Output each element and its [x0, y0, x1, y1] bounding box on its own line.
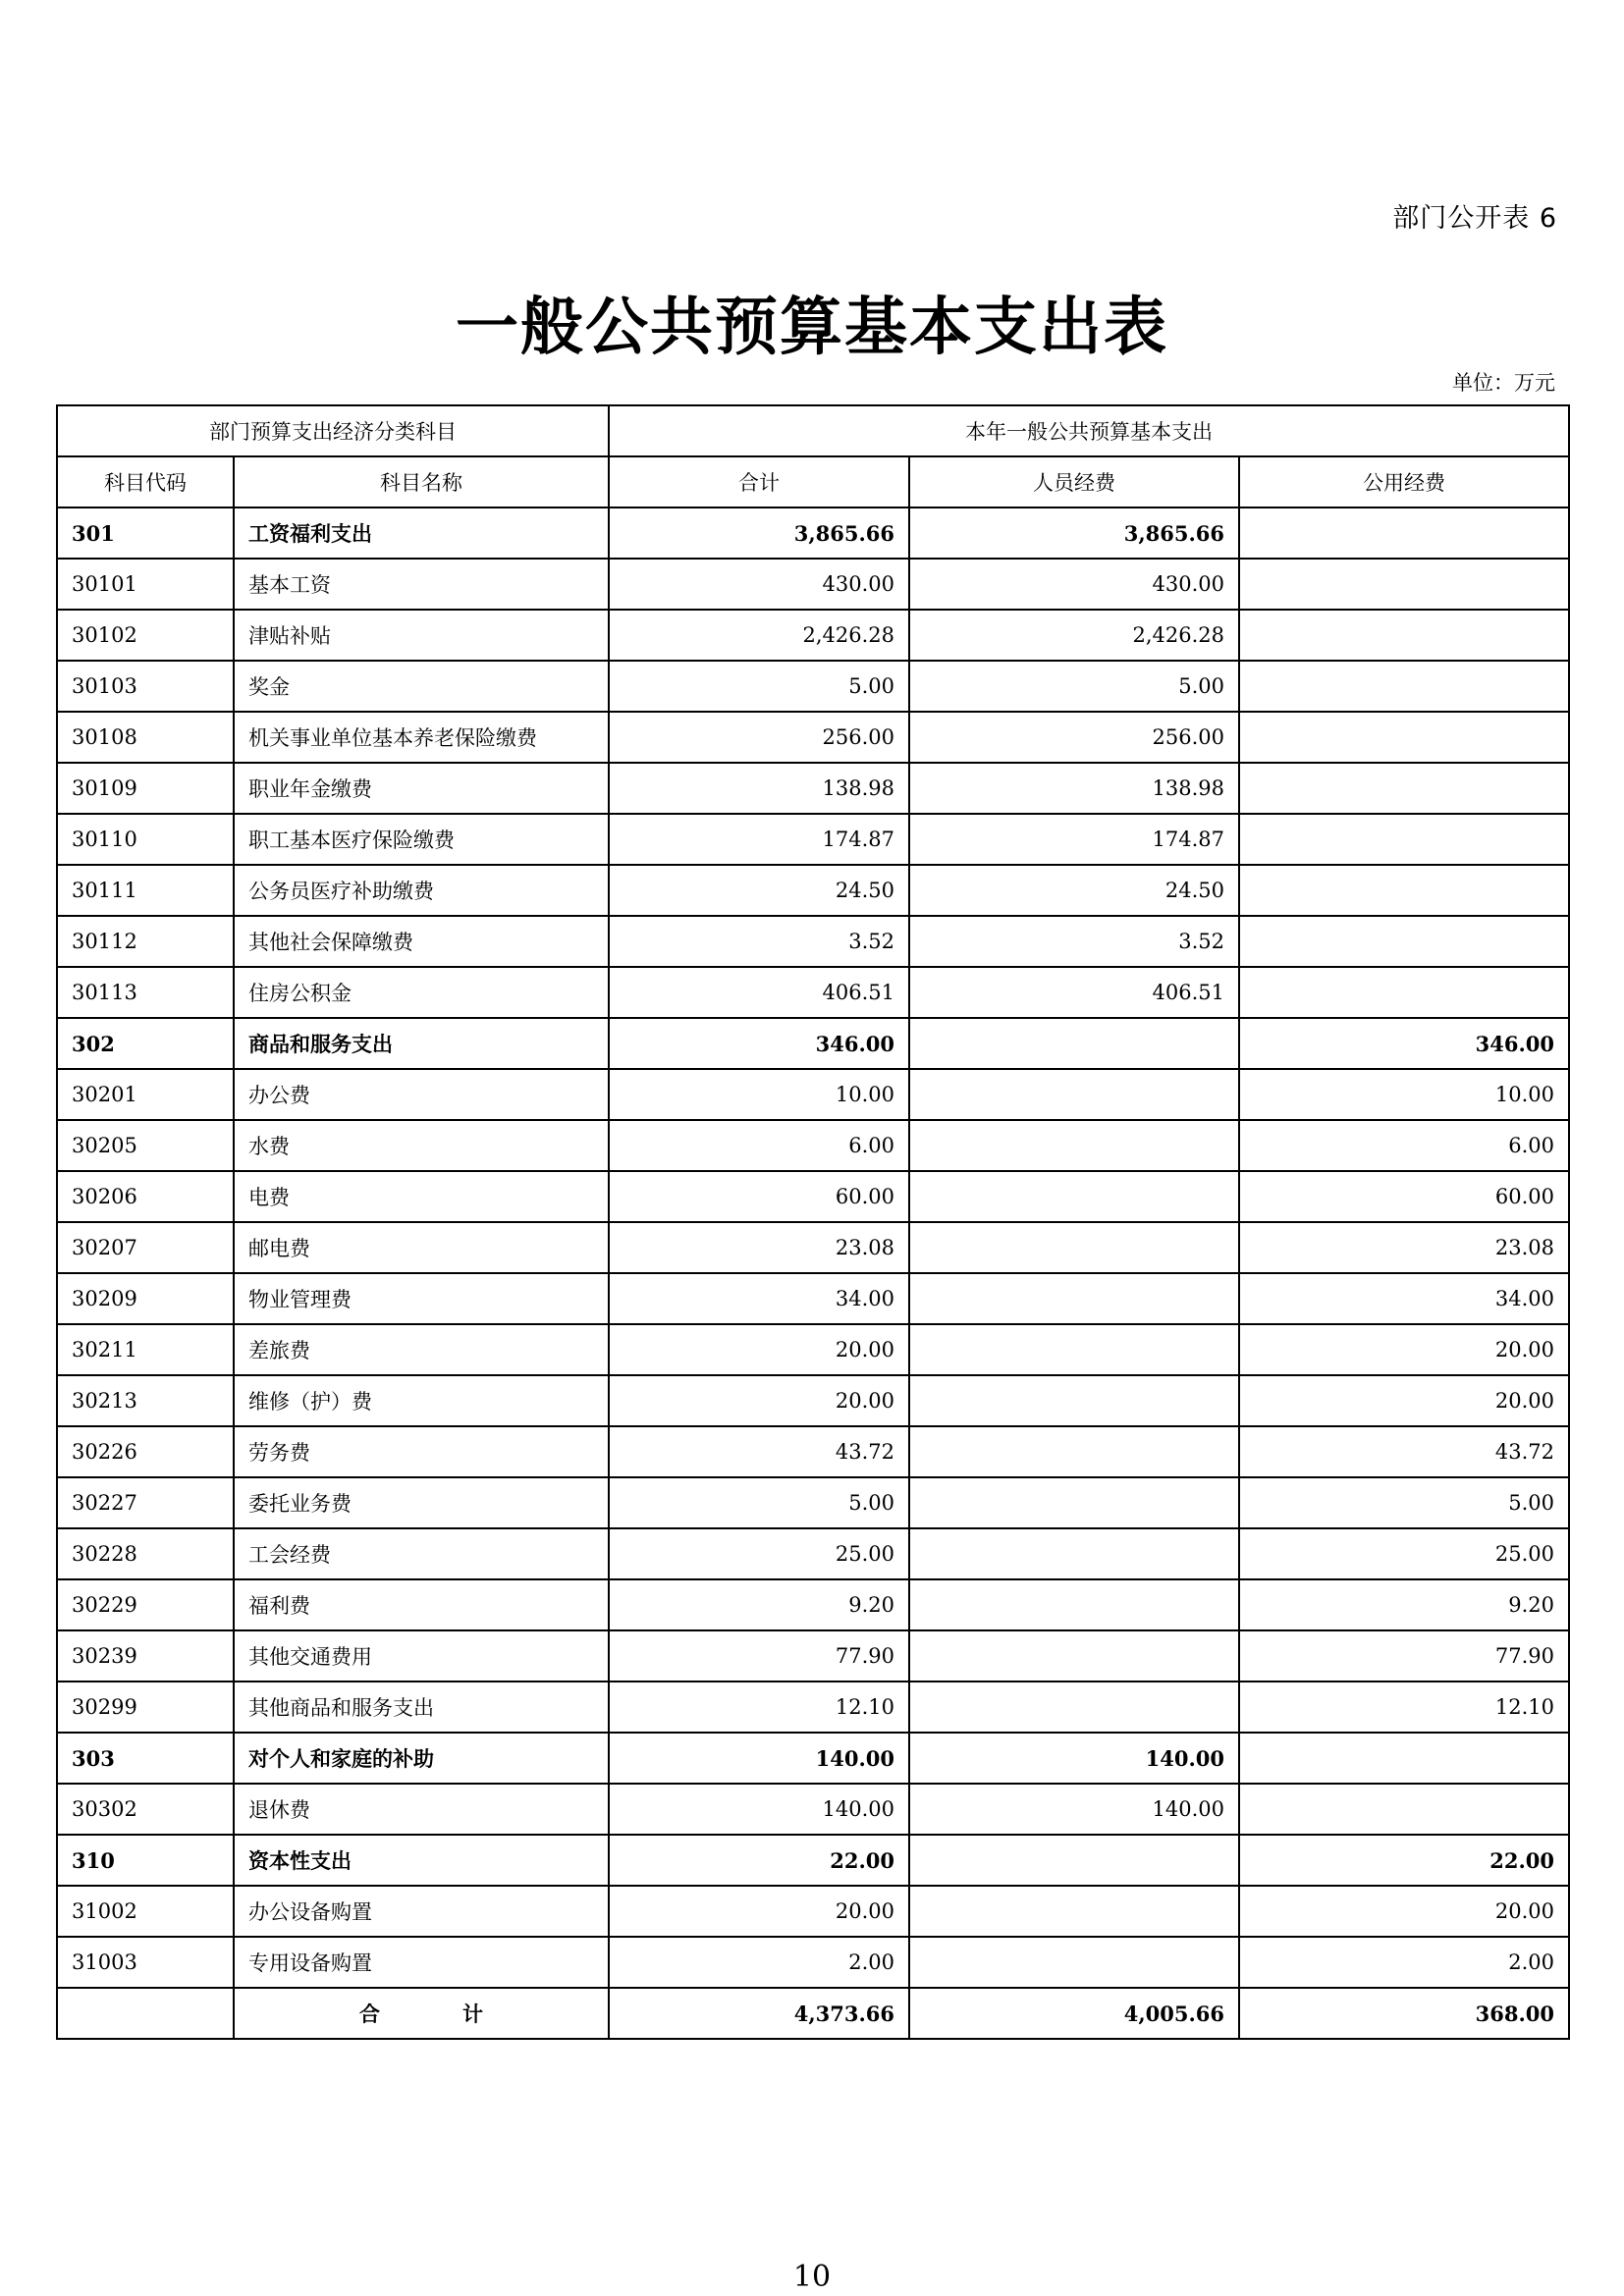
public-cell: 23.08	[1239, 1222, 1569, 1273]
table-row	[57, 559, 1569, 610]
total-cell: 138.98	[609, 763, 909, 814]
name-cell: 劳务费	[234, 1426, 609, 1477]
personnel-cell	[909, 1528, 1239, 1579]
personnel-cell	[909, 1120, 1239, 1171]
category-row	[57, 1835, 1569, 1886]
public-cell: 346.00	[1239, 1018, 1569, 1069]
personnel-cell	[909, 1886, 1239, 1937]
code-cell: 30229	[57, 1579, 234, 1630]
personnel-cell: 24.50	[909, 865, 1239, 916]
personnel-cell: 140.00	[909, 1733, 1239, 1784]
personnel-cell	[909, 1682, 1239, 1733]
table-row	[57, 865, 1569, 916]
header-name: 科目名称	[234, 456, 609, 507]
personnel-cell: 3,865.66	[909, 507, 1239, 559]
code-cell: 30207	[57, 1222, 234, 1273]
table-row	[57, 1120, 1569, 1171]
code-cell: 30228	[57, 1528, 234, 1579]
table-row	[57, 1171, 1569, 1222]
name-cell: 其他交通费用	[234, 1630, 609, 1682]
personnel-cell: 2,426.28	[909, 610, 1239, 661]
public-cell: 22.00	[1239, 1835, 1569, 1886]
code-cell: 302	[57, 1018, 234, 1069]
code-cell: 303	[57, 1733, 234, 1784]
personnel-cell: 5.00	[909, 661, 1239, 712]
personnel-cell	[909, 1069, 1239, 1120]
code-cell: 30101	[57, 559, 234, 610]
table-row	[57, 1886, 1569, 1937]
code-cell: 30110	[57, 814, 234, 865]
name-cell: 工资福利支出	[234, 507, 609, 559]
code-cell: 30206	[57, 1171, 234, 1222]
total-amount: 4,373.66	[609, 1988, 909, 2039]
personnel-cell	[909, 1222, 1239, 1273]
public-cell: 6.00	[1239, 1120, 1569, 1171]
table-row	[57, 1375, 1569, 1426]
name-cell: 水费	[234, 1120, 609, 1171]
code-cell: 31003	[57, 1937, 234, 1988]
code-cell: 30226	[57, 1426, 234, 1477]
name-cell: 公务员医疗补助缴费	[234, 865, 609, 916]
personnel-cell	[909, 1937, 1239, 1988]
public-cell: 77.90	[1239, 1630, 1569, 1682]
total-cell: 60.00	[609, 1171, 909, 1222]
total-cell: 20.00	[609, 1375, 909, 1426]
total-cell: 24.50	[609, 865, 909, 916]
name-cell: 基本工资	[234, 559, 609, 610]
table-row	[57, 1784, 1569, 1835]
name-cell: 办公设备购置	[234, 1886, 609, 1937]
table-row	[57, 1426, 1569, 1477]
name-cell: 退休费	[234, 1784, 609, 1835]
public-cell	[1239, 916, 1569, 967]
table-row	[57, 1069, 1569, 1120]
name-cell: 电费	[234, 1171, 609, 1222]
total-cell: 346.00	[609, 1018, 909, 1069]
table-row	[57, 1324, 1569, 1375]
public-cell: 12.10	[1239, 1682, 1569, 1733]
total-cell: 140.00	[609, 1733, 909, 1784]
public-cell: 20.00	[1239, 1886, 1569, 1937]
public-cell	[1239, 712, 1569, 763]
total-cell: 20.00	[609, 1886, 909, 1937]
name-cell: 住房公积金	[234, 967, 609, 1018]
code-cell: 30209	[57, 1273, 234, 1324]
code-cell: 30213	[57, 1375, 234, 1426]
personnel-cell: 3.52	[909, 916, 1239, 967]
total-cell: 25.00	[609, 1528, 909, 1579]
code-cell: 30113	[57, 967, 234, 1018]
name-cell: 物业管理费	[234, 1273, 609, 1324]
public-cell: 34.00	[1239, 1273, 1569, 1324]
code-cell: 30239	[57, 1630, 234, 1682]
name-cell: 商品和服务支出	[234, 1018, 609, 1069]
public-cell: 10.00	[1239, 1069, 1569, 1120]
header-total: 合计	[609, 456, 909, 507]
header-basic-expenditure: 本年一般公共预算基本支出	[609, 405, 1569, 456]
table-row	[57, 967, 1569, 1018]
public-cell: 20.00	[1239, 1375, 1569, 1426]
table-row	[57, 1222, 1569, 1273]
name-cell: 职工基本医疗保险缴费	[234, 814, 609, 865]
table-row	[57, 1477, 1569, 1528]
header-code: 科目代码	[57, 456, 234, 507]
public-cell: 9.20	[1239, 1579, 1569, 1630]
public-cell	[1239, 763, 1569, 814]
code-cell: 30103	[57, 661, 234, 712]
table-row	[57, 1937, 1569, 1988]
header-column-row	[57, 456, 1569, 507]
name-cell: 津贴补贴	[234, 610, 609, 661]
code-cell: 310	[57, 1835, 234, 1886]
category-row	[57, 1733, 1569, 1784]
public-cell: 25.00	[1239, 1528, 1569, 1579]
personnel-cell: 256.00	[909, 712, 1239, 763]
total-cell: 3,865.66	[609, 507, 909, 559]
table-body	[57, 507, 1569, 1988]
total-cell: 12.10	[609, 1682, 909, 1733]
code-cell: 30111	[57, 865, 234, 916]
personnel-cell: 138.98	[909, 763, 1239, 814]
table-row	[57, 814, 1569, 865]
name-cell: 邮电费	[234, 1222, 609, 1273]
public-cell: 60.00	[1239, 1171, 1569, 1222]
name-cell: 其他商品和服务支出	[234, 1682, 609, 1733]
table-row	[57, 1630, 1569, 1682]
total-cell: 406.51	[609, 967, 909, 1018]
code-cell: 30211	[57, 1324, 234, 1375]
total-cell: 20.00	[609, 1324, 909, 1375]
personnel-cell: 430.00	[909, 559, 1239, 610]
code-cell: 30108	[57, 712, 234, 763]
table-row	[57, 763, 1569, 814]
total-cell: 3.52	[609, 916, 909, 967]
total-cell: 174.87	[609, 814, 909, 865]
header-group-row	[57, 405, 1569, 456]
header-economic-classification: 部门预算支出经济分类科目	[57, 405, 609, 456]
personnel-cell	[909, 1018, 1239, 1069]
personnel-cell: 174.87	[909, 814, 1239, 865]
page-title: 一般公共预算基本支出表	[456, 292, 1168, 364]
public-cell	[1239, 967, 1569, 1018]
total-row	[57, 1988, 1569, 2039]
personnel-cell	[909, 1835, 1239, 1886]
code-cell: 30205	[57, 1120, 234, 1171]
total-cell: 77.90	[609, 1630, 909, 1682]
category-row	[57, 1018, 1569, 1069]
personnel-cell	[909, 1324, 1239, 1375]
name-cell: 其他社会保障缴费	[234, 916, 609, 967]
total-cell: 256.00	[609, 712, 909, 763]
code-cell: 30227	[57, 1477, 234, 1528]
name-cell: 奖金	[234, 661, 609, 712]
budget-table	[56, 404, 1570, 2040]
total-cell: 5.00	[609, 1477, 909, 1528]
header-personnel: 人员经费	[909, 456, 1239, 507]
name-cell: 工会经费	[234, 1528, 609, 1579]
code-cell: 30112	[57, 916, 234, 967]
total-cell: 23.08	[609, 1222, 909, 1273]
name-cell: 差旅费	[234, 1324, 609, 1375]
total-cell: 43.72	[609, 1426, 909, 1477]
page-number: 10	[792, 2260, 832, 2294]
total-cell: 6.00	[609, 1120, 909, 1171]
total-cell: 22.00	[609, 1835, 909, 1886]
name-cell: 专用设备购置	[234, 1937, 609, 1988]
personnel-cell: 406.51	[909, 967, 1239, 1018]
table-row	[57, 1682, 1569, 1733]
personnel-cell	[909, 1630, 1239, 1682]
total-cell: 2,426.28	[609, 610, 909, 661]
total-code-cell	[57, 1988, 234, 2039]
total-label: 合 计	[234, 1988, 609, 2039]
personnel-cell	[909, 1579, 1239, 1630]
name-cell: 资本性支出	[234, 1835, 609, 1886]
public-cell: 5.00	[1239, 1477, 1569, 1528]
table-row	[57, 1273, 1569, 1324]
table-row	[57, 1579, 1569, 1630]
total-cell: 430.00	[609, 559, 909, 610]
name-cell: 委托业务费	[234, 1477, 609, 1528]
personnel-cell	[909, 1426, 1239, 1477]
name-cell: 福利费	[234, 1579, 609, 1630]
total-cell: 140.00	[609, 1784, 909, 1835]
name-cell: 对个人和家庭的补助	[234, 1733, 609, 1784]
code-cell: 31002	[57, 1886, 234, 1937]
unit-label: 单位：万元	[1452, 371, 1555, 395]
personnel-cell	[909, 1273, 1239, 1324]
category-row	[57, 507, 1569, 559]
document-number: 部门公开表 6	[1392, 203, 1557, 234]
personnel-cell: 140.00	[909, 1784, 1239, 1835]
public-cell	[1239, 865, 1569, 916]
public-cell	[1239, 1733, 1569, 1784]
public-cell	[1239, 1784, 1569, 1835]
public-cell	[1239, 661, 1569, 712]
total-public: 368.00	[1239, 1988, 1569, 2039]
name-cell: 办公费	[234, 1069, 609, 1120]
personnel-cell	[909, 1171, 1239, 1222]
total-cell: 5.00	[609, 661, 909, 712]
personnel-cell	[909, 1375, 1239, 1426]
total-personnel: 4,005.66	[909, 1988, 1239, 2039]
public-cell	[1239, 507, 1569, 559]
table-row	[57, 1528, 1569, 1579]
public-cell: 2.00	[1239, 1937, 1569, 1988]
table-row	[57, 916, 1569, 967]
name-cell: 维修（护）费	[234, 1375, 609, 1426]
public-cell: 43.72	[1239, 1426, 1569, 1477]
total-cell: 9.20	[609, 1579, 909, 1630]
table-row	[57, 661, 1569, 712]
total-cell: 34.00	[609, 1273, 909, 1324]
table-row	[57, 610, 1569, 661]
personnel-cell	[909, 1477, 1239, 1528]
public-cell	[1239, 610, 1569, 661]
code-cell: 30299	[57, 1682, 234, 1733]
public-cell	[1239, 814, 1569, 865]
code-cell: 30201	[57, 1069, 234, 1120]
code-cell: 30302	[57, 1784, 234, 1835]
code-cell: 30109	[57, 763, 234, 814]
name-cell: 机关事业单位基本养老保险缴费	[234, 712, 609, 763]
total-cell: 2.00	[609, 1937, 909, 1988]
public-cell	[1239, 559, 1569, 610]
public-cell: 20.00	[1239, 1324, 1569, 1375]
total-cell: 10.00	[609, 1069, 909, 1120]
table-row	[57, 712, 1569, 763]
code-cell: 301	[57, 507, 234, 559]
code-cell: 30102	[57, 610, 234, 661]
header-public: 公用经费	[1239, 456, 1569, 507]
name-cell: 职业年金缴费	[234, 763, 609, 814]
